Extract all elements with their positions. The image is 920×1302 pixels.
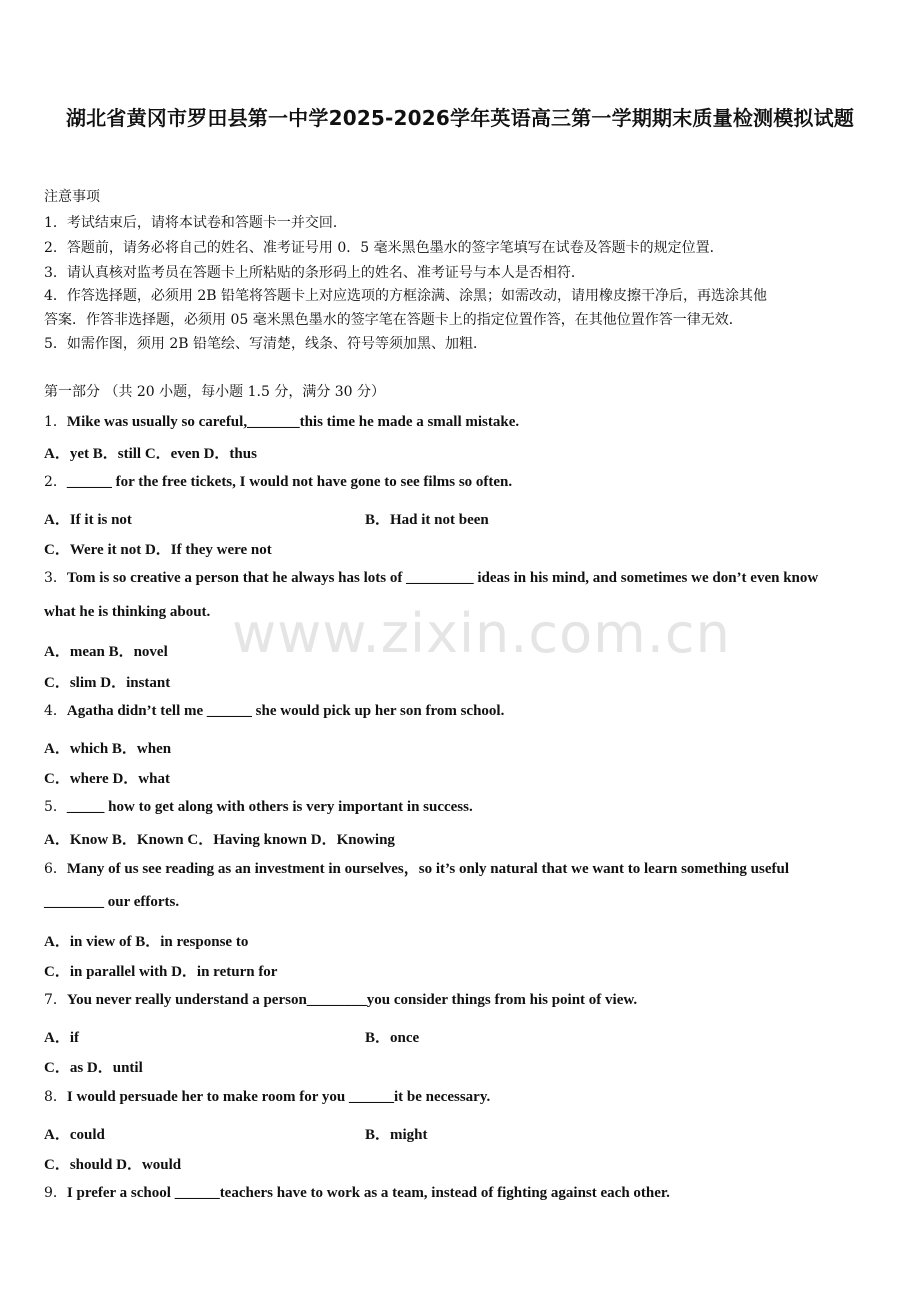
option-b: B．Had it not been (365, 512, 489, 528)
option-c-d: C．where D．what (44, 771, 170, 787)
question-number: 8． (44, 1089, 67, 1105)
notice-item: 4．作答选择题，必须用 2B 铅笔将答题卡上对应选项的方框涂满、涂黑；如需改动，请用橡皮擦干净后，再选涂其他 (44, 288, 767, 304)
question-text-cont: what he is thinking about. (44, 604, 211, 620)
notice-item: 1．考试结束后，请将本试卷和答题卡一并交回． (44, 215, 347, 231)
question-4 (44, 700, 504, 720)
question-number: 3． (44, 570, 67, 586)
option-c-d: C．Were it not D．If they were not (44, 542, 272, 558)
question-5-options: A．Know B．Known C．Having known D．Knowing (44, 832, 395, 848)
notice-item: 3．请认真核对监考员在答题卡上所粘贴的条形码上的姓名、准考证号与本人是否相符． (44, 265, 585, 281)
question-text: Many of us see reading as an investment in ourselves，so it’s only natural that we want to learn something useful (66, 861, 790, 877)
question-text: ______ for the free tickets, I would not have gone to see films so often. (66, 474, 513, 490)
question-number: 1． (44, 414, 67, 430)
question-text: I would persuade her to make room for you ______it be necessary. (66, 1089, 491, 1105)
option-a: A．If it is not (44, 512, 132, 528)
question-1-options: A．yet B．still C．even D．thus (44, 446, 257, 462)
option-a-b: A．mean B．novel (44, 644, 168, 660)
question-number: 6． (44, 861, 67, 877)
question-text-cont: ________ our efforts. (44, 894, 180, 910)
notice-item: 2．答题前，请务必将自己的姓名、准考证号用 0．5 毫米黑色墨水的签字笔填写在试卷及答题卡的规定位置． (44, 240, 724, 256)
question-8 (44, 1086, 490, 1106)
question-1 (44, 411, 519, 431)
option-c-d: C．should D．would (44, 1157, 182, 1173)
notice-item: 答案．作答非选择题，必须用 05 毫米黑色墨水的签字笔在答题卡上的指定位置作答，在其他位置作答一律无效． (44, 312, 743, 328)
question-number: 2． (44, 474, 67, 490)
option-a: A．could (44, 1127, 105, 1143)
option-a: A．if (44, 1030, 79, 1046)
question-number: 7． (44, 992, 67, 1008)
option-c-d: C．in parallel with D．in return for (44, 964, 278, 980)
question-text: Mike was usually so careful,_______this time he made a small mistake. (66, 414, 520, 430)
option-b: B．might (365, 1127, 428, 1143)
option-c-d: C．as D．until (44, 1060, 143, 1076)
page-title: 湖北省黄冈市罗田县第一中学2025-2026学年英语高三第一学期期末质量检测模拟试题 (65, 106, 855, 130)
question-3 (44, 567, 818, 587)
question-6 (44, 857, 789, 878)
question-text: _____ how to get along with others is very important in success. (66, 799, 473, 815)
question-2 (44, 471, 512, 491)
question-number: 4． (44, 703, 67, 719)
watermark: www.zixin.com.cn (232, 602, 731, 665)
question-text: Tom is so creative a person that he always has lots of _________ ideas in his mind, and sometimes we don’t even know (66, 570, 819, 586)
question-text: Agatha didn’t tell me ______ she would pick up her son from school. (66, 703, 505, 719)
question-number: 5． (44, 799, 67, 815)
question-number: 9． (44, 1185, 67, 1201)
notice-item: 5．如需作图，须用 2B 铅笔绘、写清楚，线条、符号等须加黑、加粗． (44, 336, 488, 352)
question-9 (44, 1182, 670, 1202)
section-heading: 第一部分 （共 20 小题，每小题 1.5 分，满分 30 分） (44, 384, 386, 400)
question-text: You never really understand a person________you consider things from his point of view. (66, 992, 638, 1008)
question-5 (44, 796, 473, 816)
option-a-b: A．in view of B．in response to (44, 934, 249, 950)
notice-heading: 注意事项 (44, 189, 100, 205)
option-b: B．once (365, 1030, 420, 1046)
question-7 (44, 989, 637, 1009)
question-text: I prefer a school ______teachers have to work as a team, instead of fighting against each other. (66, 1185, 670, 1201)
option-c-d: C．slim D．instant (44, 675, 171, 691)
option-a-b: A．which B．when (44, 741, 172, 757)
